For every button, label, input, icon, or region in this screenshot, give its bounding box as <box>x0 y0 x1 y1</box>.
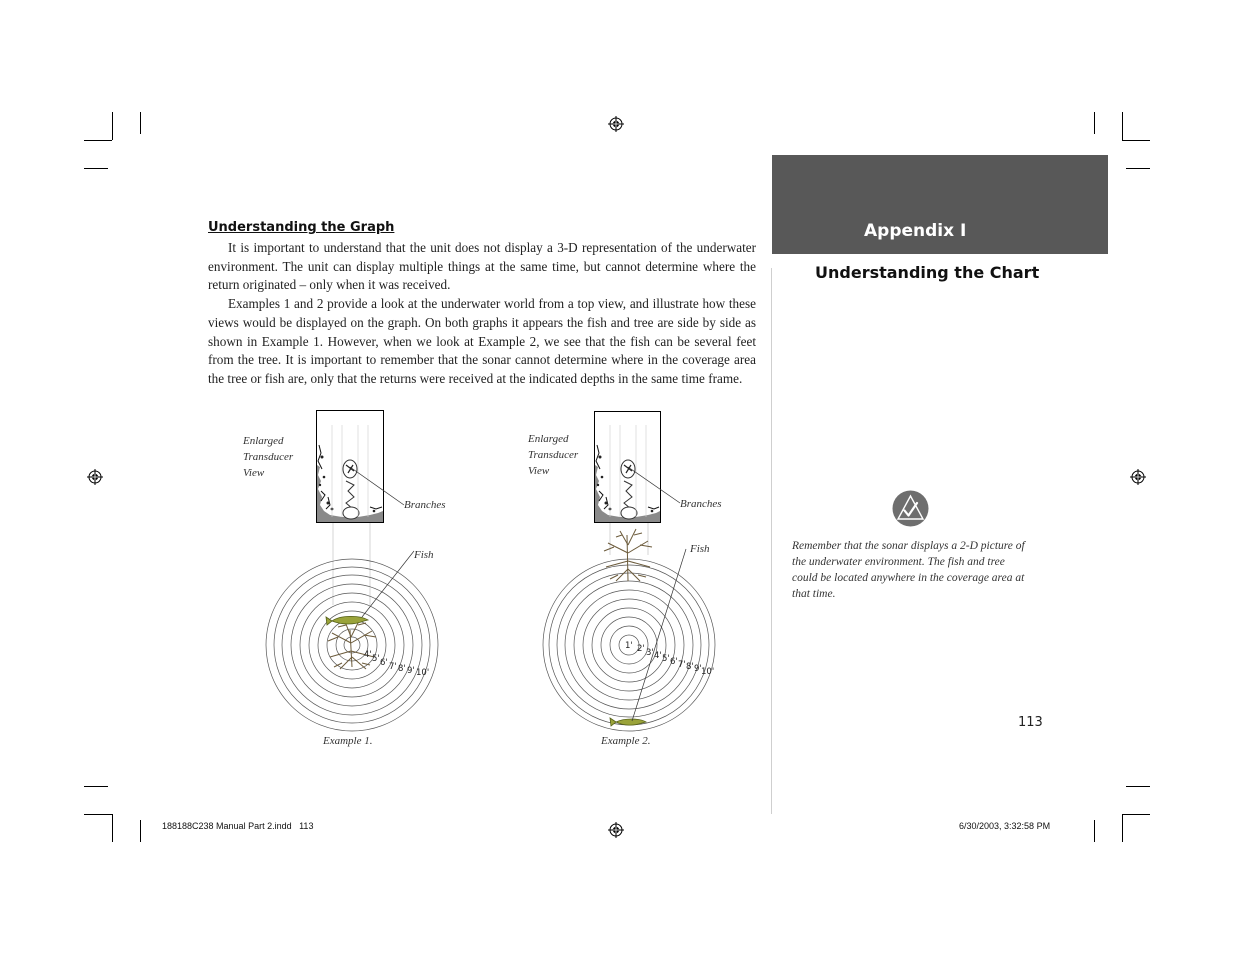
crop-mark <box>1126 786 1150 787</box>
depth-ring-label: 4' <box>364 650 372 660</box>
crop-mark <box>84 140 112 141</box>
depth-ring-label: 7' <box>678 660 686 670</box>
example-1-illustration <box>258 405 448 735</box>
label-line: Enlarged <box>528 433 569 445</box>
crop-mark <box>1094 820 1095 842</box>
sidebar-heading: Understanding the Chart <box>815 263 1040 282</box>
fish-label: Fish <box>414 549 434 561</box>
crop-mark <box>112 112 113 140</box>
label-line: Enlarged <box>243 435 284 447</box>
transducer-view-panel <box>595 412 661 523</box>
depth-ring-label: 5' <box>372 654 380 664</box>
crop-mark <box>140 112 141 134</box>
label-line: View <box>528 465 550 477</box>
crop-mark <box>140 820 141 842</box>
depth-ring-label: 2' <box>637 644 645 654</box>
depth-ring-label: 1' <box>625 641 633 651</box>
figure-caption: Example 2. <box>601 735 651 747</box>
branches-label: Branches <box>404 499 446 511</box>
crop-mark <box>84 786 108 787</box>
depth-ring-label: 9' <box>407 666 415 676</box>
timestamp: 6/30/2003, 3:32:58 PM <box>959 821 1051 831</box>
note-text: Remember that the sonar displays a 2-D picture of the underwater environment. The fish and tree could be located anywhere in the coverage area at that time. <box>792 540 1025 600</box>
depth-ring-label: 7' <box>389 662 397 672</box>
coverage-rings <box>266 559 438 731</box>
registration-mark-icon <box>608 116 624 132</box>
depth-ring-label: 4' <box>654 651 662 661</box>
crop-mark <box>84 168 108 169</box>
paragraph: Examples 1 and 2 provide a look at the underwater world from a top view, and illustrate how these views would be displayed on the graph. On both graphs it appears the fish and tree are side by side as shown in Example 1. However, when we look at Example 2, we see that the fish can be several feet from the tree. It is important to remember that the sonar cannot determine where in the coverage area the tree or fish are, only that the returns were received at the indicated depths in the same time frame. <box>208 296 756 386</box>
depth-ring-label: 5' <box>662 654 670 664</box>
fish-icon <box>610 718 646 726</box>
column-divider <box>771 268 772 814</box>
body-text <box>208 239 756 389</box>
registration-mark-icon <box>87 469 103 485</box>
depth-ring-label: 10' <box>416 668 430 678</box>
label-line: Transducer <box>528 449 579 461</box>
label-line: Transducer <box>243 451 294 463</box>
crop-mark <box>84 814 112 815</box>
page-number: 113 <box>1018 715 1043 730</box>
depth-ring-label: 9' <box>694 664 702 674</box>
example-2-illustration <box>536 405 726 735</box>
depth-ring-label: 6' <box>380 658 388 668</box>
tree-icon <box>604 529 652 581</box>
depth-ring-label: 8' <box>686 662 694 672</box>
registration-mark-icon <box>608 822 624 838</box>
crop-mark <box>1126 168 1150 169</box>
depth-ring-label: 3' <box>646 648 654 658</box>
crop-mark <box>1122 814 1123 842</box>
section-title: Understanding the Graph <box>208 220 395 235</box>
depth-ring-label: 8' <box>398 664 406 674</box>
transducer-view-panel <box>317 411 384 523</box>
fish-label: Fish <box>690 543 710 555</box>
crop-mark <box>1122 140 1150 141</box>
checkmark-icon <box>892 490 929 527</box>
figure-caption: Example 1. <box>323 735 373 747</box>
label-line: View <box>243 467 265 479</box>
appendix-label: Appendix I <box>864 221 967 241</box>
crop-mark <box>1122 814 1150 815</box>
crop-mark <box>112 814 113 842</box>
file-slug: 188188C238 Manual Part 2.indd 113 <box>162 821 314 831</box>
crop-mark <box>1094 112 1095 134</box>
registration-mark-icon <box>1130 469 1146 485</box>
branches-label: Branches <box>680 498 722 510</box>
paragraph: It is important to understand that the unit does not display a 3-D representation of the underwater environment. The unit can display multiple things at the same time, but cannot determine where the return originated – only when it was received. <box>208 240 756 293</box>
depth-ring-label: 6' <box>670 657 678 667</box>
depth-ring-label: 10' <box>701 667 715 677</box>
crop-mark <box>1122 112 1123 140</box>
